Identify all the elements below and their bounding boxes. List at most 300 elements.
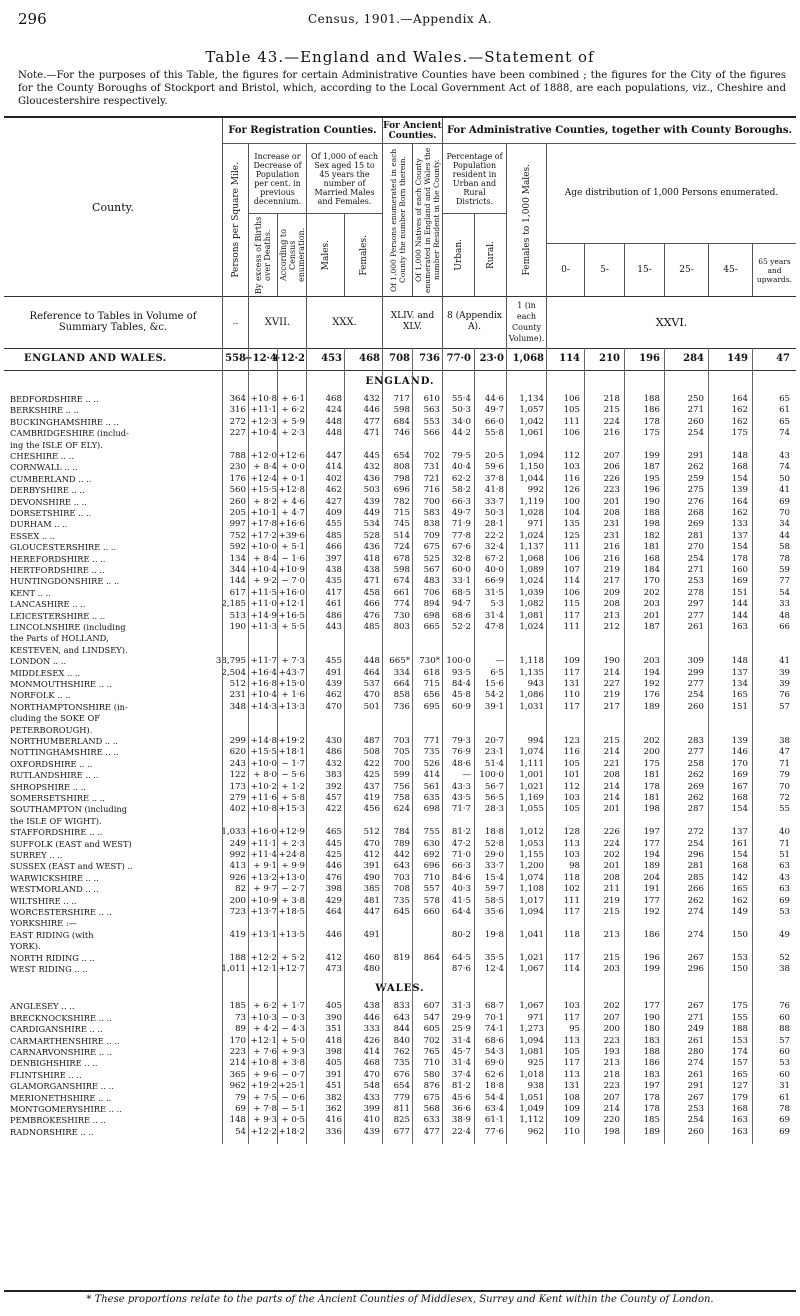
cell-value: 196 [643, 952, 660, 963]
total-value: 453 [321, 353, 342, 364]
cell-value: 402 [325, 473, 342, 484]
cell-value: 1,273 [519, 1024, 544, 1035]
cell-value: 117 [563, 610, 580, 621]
table-row [4, 531, 796, 542]
cell-value: 217 [603, 576, 620, 587]
cell-value: 55 [779, 804, 790, 815]
cell-value: 674 [393, 576, 410, 587]
cell-value: 103 [563, 850, 580, 860]
table-row [4, 462, 796, 473]
age-25-header: 25- [664, 244, 708, 296]
cell-value: 67·6 [451, 542, 471, 553]
cell-value: 296 [687, 850, 704, 860]
cell-value: 645 [393, 907, 410, 917]
percentage-header: Percentage of Population resident in Urban and Rural Districts. [442, 144, 506, 214]
cell-value: 37·8 [484, 473, 504, 484]
cell-value: 525 [423, 553, 440, 564]
cell-value: 47·2 [451, 838, 471, 849]
table-row [4, 930, 796, 941]
cell-value: 414 [423, 770, 440, 781]
cell-value: 717 [393, 394, 410, 404]
cell-value: 226 [603, 473, 620, 484]
cell-value: 142 [731, 872, 748, 883]
cell-value: 109 [563, 1115, 580, 1126]
cell-value: 223 [603, 1081, 620, 1092]
cell-value: 117 [563, 952, 580, 963]
cell-value: 79·3 [451, 736, 471, 746]
cell-value: + 6·2 [281, 405, 305, 416]
cell-value: 18·8 [484, 1081, 504, 1092]
cell-value: − 2·7 [281, 884, 305, 895]
cell-value: 40·0 [484, 565, 504, 575]
cell-value: 419 [363, 793, 380, 803]
cell-value: 486 [325, 610, 342, 621]
cell-value: 382 [325, 1092, 342, 1103]
cell-value: 1,081 [519, 1047, 544, 1057]
column-rule [752, 348, 753, 1144]
cell-value: 192 [643, 907, 660, 917]
cell-value: 154 [731, 542, 748, 553]
cell-value: 548 [363, 1081, 380, 1092]
cell-value: 148 [229, 1115, 246, 1126]
cell-value: 414 [325, 462, 342, 473]
cell-value: 93·5 [451, 667, 471, 678]
cell-value: 66·3 [451, 861, 471, 872]
cell-value: 470 [363, 690, 380, 701]
cell-value: 69 [779, 1126, 790, 1137]
cell-value: 100 [563, 496, 580, 507]
cell-value: 190 [603, 656, 620, 667]
cell-value: 175 [643, 758, 660, 769]
cell-value: 15·4 [484, 872, 504, 883]
table-row [4, 873, 796, 884]
cell-value: 840 [393, 1035, 410, 1046]
cell-value: 104 [563, 508, 580, 518]
cell-value: 654 [393, 1081, 410, 1092]
cell-value: 409 [325, 508, 342, 518]
cell-value: 74·1 [484, 1024, 504, 1035]
cell-value: 60 [779, 1047, 790, 1057]
cell-value: 149 [731, 907, 748, 917]
cell-value: 162 [731, 416, 748, 427]
cell-value: 1,137 [519, 542, 544, 553]
cell-value: 151 [731, 587, 748, 598]
age-65-header: 65 years and upwards. [752, 244, 796, 296]
cell-value: 486 [325, 747, 342, 758]
cell-value: 567 [423, 565, 440, 575]
cell-value: 108 [563, 1092, 580, 1103]
cell-value: 1,074 [519, 872, 544, 883]
county-name: BUCKINGHAMSHIRE .. .. [10, 416, 119, 427]
cell-value: 262 [687, 770, 704, 781]
cell-value: 465 [325, 827, 342, 838]
cell-value: 33 [779, 599, 790, 610]
cell-value: 700 [393, 758, 410, 769]
cell-value: − 0·7 [281, 1069, 305, 1080]
column-rule [248, 348, 249, 1144]
table-row [4, 668, 796, 679]
cell-value: 435 [325, 576, 342, 587]
cell-value: 436 [363, 542, 380, 553]
cell-value: 231 [603, 530, 620, 541]
cell-value: 445 [363, 451, 380, 461]
cell-value: 52 [779, 952, 790, 963]
cell-value: − 5·1 [281, 1104, 305, 1114]
cell-value: 79 [235, 1092, 246, 1103]
cell-value: 254 [687, 838, 704, 849]
cell-value: 425 [325, 850, 342, 860]
table-row [4, 394, 796, 405]
cell-value: 66·0 [484, 416, 504, 427]
cell-value: 77·6 [484, 1126, 504, 1137]
cell-value: + 2·3 [281, 838, 305, 849]
county-name: WORCESTERSHIRE .. .. [10, 907, 112, 917]
age-5-header: 5- [584, 244, 624, 296]
cell-value: 203 [643, 599, 660, 610]
cell-value: 1,031 [519, 701, 544, 712]
table-row [4, 497, 796, 508]
county-name: STAFFORDSHIRE .. .. [10, 827, 103, 838]
cell-value: 212 [603, 622, 620, 632]
cell-value: +12·8 [278, 485, 305, 496]
cell-value: +14·9 [250, 610, 277, 621]
cell-value: 696 [423, 861, 440, 872]
cell-value: 471 [363, 428, 380, 439]
cell-value: 274 [687, 907, 704, 917]
cell-value: +12·1 [250, 1035, 277, 1046]
cell-value: 192 [643, 679, 660, 689]
cell-value: +19·2 [250, 1081, 277, 1092]
cell-value: 117 [563, 907, 580, 917]
cell-value: 607 [423, 1001, 440, 1012]
cell-value: 214 [229, 1058, 246, 1069]
cell-value: 451 [325, 1081, 342, 1092]
cell-value: 261 [687, 1069, 704, 1080]
cell-value: 190 [229, 622, 246, 632]
cell-value: 430 [325, 736, 342, 746]
cell-value: 477 [423, 1126, 440, 1137]
cell-value: 106 [563, 553, 580, 564]
cell-value: 101 [563, 770, 580, 781]
cell-value: 664 [393, 679, 410, 689]
cell-value: 202 [643, 736, 660, 746]
cell-value: +12·9 [278, 827, 305, 838]
cell-value: 189 [643, 1126, 660, 1137]
cell-value: 277 [687, 747, 704, 758]
reference-married: XXX. [306, 296, 382, 348]
cell-value: 456 [363, 804, 380, 815]
cell-value: 100·0 [479, 770, 504, 781]
cell-value: + 1·2 [281, 781, 305, 792]
cell-value: 170 [229, 1035, 246, 1046]
table-row [4, 565, 796, 576]
cell-value: +16·5 [278, 610, 305, 621]
cell-value: 223 [603, 485, 620, 496]
reference-pop: .. [222, 296, 248, 348]
cell-value: 202 [603, 1001, 620, 1012]
cell-value: 181 [643, 793, 660, 803]
cell-value: 557 [423, 884, 440, 895]
cell-value: 62·2 [451, 473, 471, 484]
table-row [4, 861, 796, 872]
cell-value: 126 [563, 485, 580, 496]
cell-value: 38 [779, 736, 790, 746]
cell-value: 735 [393, 1058, 410, 1069]
cell-value: 18·8 [484, 827, 504, 838]
cell-value: 665 [423, 622, 440, 632]
cell-value: 123 [563, 736, 580, 746]
cell-value: 38·9 [451, 1115, 471, 1126]
cell-value: 258 [687, 758, 704, 769]
cell-value: 88 [779, 1024, 790, 1035]
cell-value: 31·4 [484, 610, 504, 621]
table-row [4, 417, 796, 428]
cell-value: 943 [527, 679, 544, 689]
cell-value: 1,001 [519, 770, 544, 781]
cell-value: 398 [325, 1047, 342, 1057]
cell-value: 201 [643, 610, 660, 621]
cell-value: 37·4 [451, 1069, 471, 1080]
cell-value: 69 [779, 1115, 790, 1126]
cell-value: 164 [731, 394, 748, 404]
cell-value: +10·0 [250, 758, 277, 769]
cell-value: 476 [325, 872, 342, 883]
cell-value: 50 [779, 473, 790, 484]
cell-value: 274 [687, 1058, 704, 1069]
cell-value: 599 [393, 770, 410, 781]
cell-value: 203 [643, 656, 660, 667]
cell-value: 71·7 [451, 804, 471, 815]
cell-value: 692 [423, 850, 440, 860]
cell-value: +18·5 [278, 907, 305, 917]
cell-value: 22·4 [451, 1126, 471, 1137]
reference-natives: XLIV. and XLV. [382, 296, 442, 348]
cell-value: +16·0 [250, 827, 277, 838]
cell-value: 455 [325, 656, 342, 667]
cell-value: 35·5 [484, 952, 504, 963]
age-distribution-header: Age distribution of 1,000 Persons enumerated. [546, 144, 796, 244]
cell-value: 188 [643, 1047, 660, 1057]
cell-value: 113 [563, 1035, 580, 1046]
cell-value: 695 [423, 701, 440, 712]
cell-value: 219 [603, 895, 620, 906]
cell-value: 296 [687, 964, 704, 974]
cell-value: 115 [563, 599, 580, 610]
married-header: Of 1,000 of each Sex aged 15 to 45 years the number of Married Males and Females. [306, 144, 382, 214]
county-name: MERIONETHSHIRE .. .. [10, 1092, 112, 1103]
cell-value: 39 [779, 667, 790, 678]
column-rule [506, 348, 507, 1144]
county-name: BEDFORDSHIRE .. .. [10, 394, 99, 404]
reference-row [4, 296, 796, 349]
cell-value: 31·4 [451, 1035, 471, 1046]
married-females-header: Females. [344, 214, 382, 296]
cell-value: 214 [603, 667, 620, 678]
total-value: 558 [225, 353, 246, 364]
cell-value: 116 [563, 473, 580, 484]
cell-value: 992 [527, 485, 544, 496]
cell-value: 98 [569, 861, 580, 872]
cell-value: 117 [563, 1058, 580, 1069]
cell-value: + 8·0 [253, 770, 277, 781]
cell-value: 211 [603, 884, 620, 895]
cell-value: 997 [229, 519, 246, 530]
cell-value: 703 [393, 872, 410, 883]
cell-value: 491 [325, 667, 342, 678]
cell-value: 215 [603, 907, 620, 917]
cell-value: 63·4 [484, 1104, 504, 1114]
females-per-1000-header: Females to 1,000 Males. [506, 144, 546, 296]
cell-value: +11·1 [250, 838, 277, 849]
cell-value: 811 [393, 1104, 410, 1114]
cell-value: 66·9 [484, 576, 504, 587]
cell-value: 281 [687, 530, 704, 541]
cell-value: 334 [393, 667, 410, 678]
cell-value: 254 [687, 428, 704, 439]
total-value: 736 [419, 353, 440, 364]
cell-value: 635 [423, 793, 440, 803]
footnote: * These proportions relate to the parts of the Ancient Counties of Middlesex, Surrey and Kent within the County of London. [86, 1294, 714, 1305]
cell-value: 926 [229, 872, 246, 883]
cell-value: 1,061 [519, 428, 544, 439]
table-row [4, 451, 796, 462]
cell-value: 260 [687, 701, 704, 712]
cell-value: 180 [643, 1024, 660, 1035]
cell-value: +10·9 [250, 895, 277, 906]
cell-value: 481 [363, 895, 380, 906]
cell-value: 191 [643, 884, 660, 895]
total-value: +12·2 [272, 353, 305, 364]
table-row [4, 747, 796, 758]
county-name: DEVONSHIRE .. .. [10, 496, 87, 507]
table-row [4, 907, 796, 918]
table-row [4, 725, 796, 736]
cell-value: 1,089 [519, 565, 544, 575]
cell-value: 43 [779, 872, 790, 883]
cell-value: 466 [363, 599, 380, 610]
cell-value: + 8·4 [253, 553, 277, 564]
cell-value: 106 [563, 587, 580, 598]
table-row [4, 1047, 796, 1058]
county-name: WARWICKSHIRE .. .. [10, 872, 99, 883]
cell-value: 269 [687, 519, 704, 530]
column-rule [382, 348, 383, 1144]
county-name: LEICESTERSHIRE .. .. [10, 610, 106, 621]
cell-value: + 9·7 [253, 884, 277, 895]
cell-value: 715 [393, 508, 410, 518]
cell-value: +18·1 [278, 747, 305, 758]
cell-value: 43·5 [451, 793, 471, 803]
cell-value: 1,118 [519, 656, 544, 667]
cell-value: 23·1 [484, 747, 504, 758]
cell-value: 418 [363, 553, 380, 564]
cell-value: 344 [229, 565, 246, 575]
statistics-table [4, 116, 796, 1292]
cell-value: 74 [779, 428, 790, 439]
column-rule [664, 348, 665, 1144]
cell-value: +10·4 [250, 428, 277, 439]
cell-value: 176 [229, 473, 246, 484]
cell-value: 33·7 [484, 861, 504, 872]
cell-value: +10·3 [250, 1012, 277, 1023]
cell-value: 512 [229, 679, 246, 689]
cell-value: +13·3 [278, 701, 305, 712]
county-name: BERKSHIRE .. .. [10, 405, 79, 416]
cell-value: 112 [563, 781, 580, 792]
cell-value: 610 [423, 394, 440, 404]
cell-value: 925 [527, 1058, 544, 1069]
cell-value: 1,021 [519, 781, 544, 792]
cell-value: 752 [229, 530, 246, 541]
cell-value: 470 [363, 838, 380, 849]
cell-value: 151 [731, 701, 748, 712]
cell-value: 144 [731, 599, 748, 610]
cell-value: 938 [527, 1081, 544, 1092]
cell-value: 226 [603, 827, 620, 838]
cell-value: 243 [229, 758, 246, 769]
cell-value: 457 [325, 793, 342, 803]
cell-value: 501 [363, 701, 380, 712]
cell-value: 164 [731, 496, 748, 507]
cell-value: 1,041 [519, 929, 544, 940]
cell-value: 20·5 [484, 451, 504, 461]
cell-value: 819 [393, 952, 410, 963]
cell-value: +39·6 [278, 530, 305, 541]
cell-value: 684 [393, 416, 410, 427]
cell-value: 22·2 [484, 530, 504, 541]
cell-value: 173 [229, 781, 246, 792]
county-name: PETERBOROUGH). [10, 724, 93, 735]
cell-value: 471 [363, 576, 380, 587]
cell-value: 700 [423, 496, 440, 507]
cell-value: 894 [423, 599, 440, 610]
cell-value: 864 [423, 952, 440, 963]
cell-value: 177 [643, 838, 660, 849]
cell-value: 962 [527, 1126, 544, 1137]
table-row [4, 588, 796, 599]
county-name: CHESHIRE .. .. [10, 451, 74, 461]
cell-value: 137 [731, 530, 748, 541]
cell-value: 1,021 [519, 952, 544, 963]
cell-value: +12·0 [250, 451, 277, 461]
cell-value: +10·8 [250, 394, 277, 404]
cell-value: 736 [393, 701, 410, 712]
cell-value: 643 [393, 861, 410, 872]
cell-value: +12·7 [278, 964, 305, 974]
cell-value: 391 [363, 861, 380, 872]
cell-value: + 7·5 [253, 1092, 277, 1103]
cell-value: 462 [325, 485, 342, 496]
cell-value: 139 [731, 736, 748, 746]
cell-value: 1,049 [519, 1104, 544, 1114]
cell-value: 200 [643, 747, 660, 758]
cell-value: 774 [393, 599, 410, 610]
cell-value: 60·0 [451, 565, 471, 575]
table-row [4, 679, 796, 690]
table-row [4, 839, 796, 850]
county-name: WESTMORLAND .. .. [10, 884, 99, 895]
cell-value: 181 [643, 770, 660, 781]
cell-value: 678 [393, 553, 410, 564]
cell-value: 643 [393, 1012, 410, 1023]
county-name: NORTHUMBERLAND .. .. [10, 736, 119, 746]
cell-value: 267 [687, 1001, 704, 1012]
cell-value: 1,067 [519, 964, 544, 974]
cell-value: 196 [643, 485, 660, 496]
cell-value: 971 [527, 1012, 544, 1023]
cell-value: 74 [779, 462, 790, 473]
cell-value: 56·7 [484, 781, 504, 792]
